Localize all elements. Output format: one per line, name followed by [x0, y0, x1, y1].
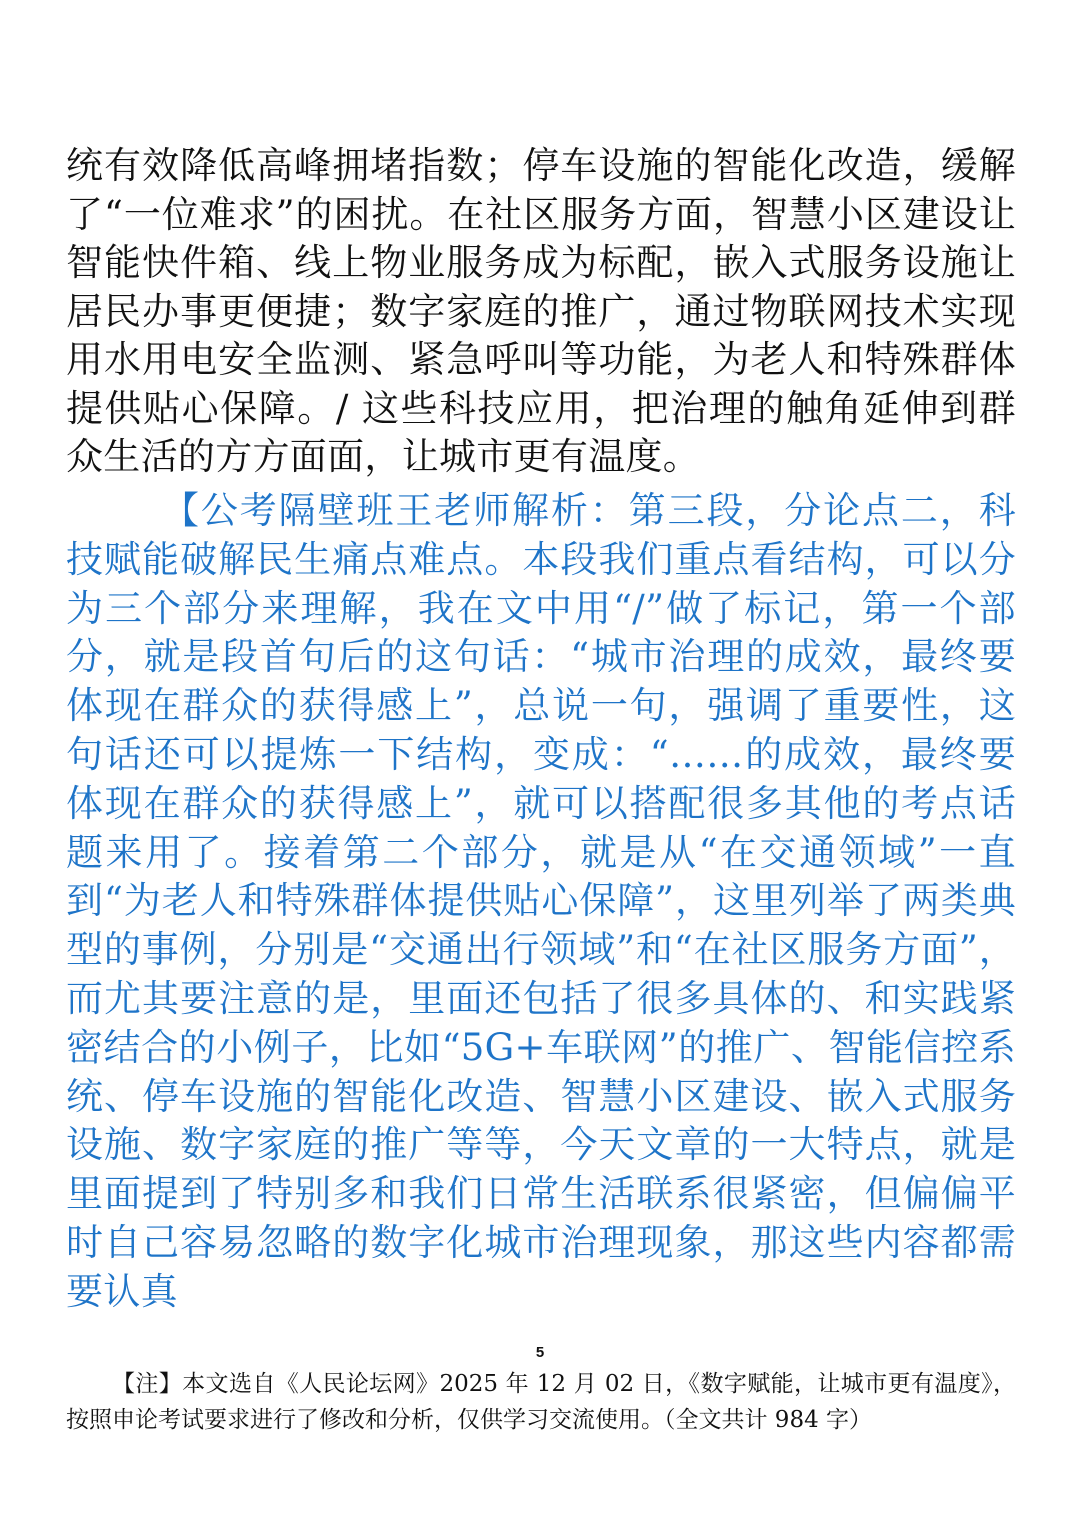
- analysis-paragraph: 【公考隔壁班王老师解析：第三段，分论点二，科技赋能破解民生痛点难点。本段我们重点看结构，可以分为三个部分来理解，我在文中用“/”做了标记，第一个部分，就是段首句后的这句话：“城市治理的成效，最终要体现在群众的获得感上”，总说一句，强调了重要性，这句话还可以提炼一下结构，变成：“……的成效，最终要体现在群众的获得感上”，就可以搭配很多其他的考点话题来用了。接着第二个部分，就是从“在交通领域”一直到“为老人和特殊群体提供贴心保障”，这里列举了两类典型的事例，分别是“交通出行领域”和“在社区服务方面”，而尤其要注意的是，里面还包括了很多具体的、和实践紧密结合的小例子，比如“5G+车联网”的推广、智能信控系统、停车设施的智能化改造、智慧小区建设、嵌入式服务设施、数字家庭的推广等等，今天文章的一大特点，就是里面提到了特别多和我们日常生活联系很紧密，但偏偏平时自己容易忽略的数字化城市治理现象，那这些内容都需要认真: [66, 489, 1016, 1313]
- page-number: 5: [535, 1344, 545, 1361]
- footnote: 【注】本文选自《人民论坛网》2025 年 12 月 02 日，《数字赋能，让城市更有温度》，按照申论考试要求进行了修改和分析，仅供学习交流使用。（全文共计 984 字）: [66, 1371, 1016, 1433]
- main-paragraph: 统有效降低高峰拥堵指数；停车设施的智能化改造，缓解了“一位难求”的困扰。在社区服务方面，智慧小区建设让智能快件箱、线上物业服务成为标配，嵌入式服务设施让居民办事更便捷；数字家庭的推广，通过物联网技术实现用水用电安全监测、紧急呼叫等功能，为老人和特殊群体提供贴心保障。/ 这些科技应用，把治理的触角延伸到群众生活的方方面面，让城市更有温度。: [66, 144, 1016, 478]
